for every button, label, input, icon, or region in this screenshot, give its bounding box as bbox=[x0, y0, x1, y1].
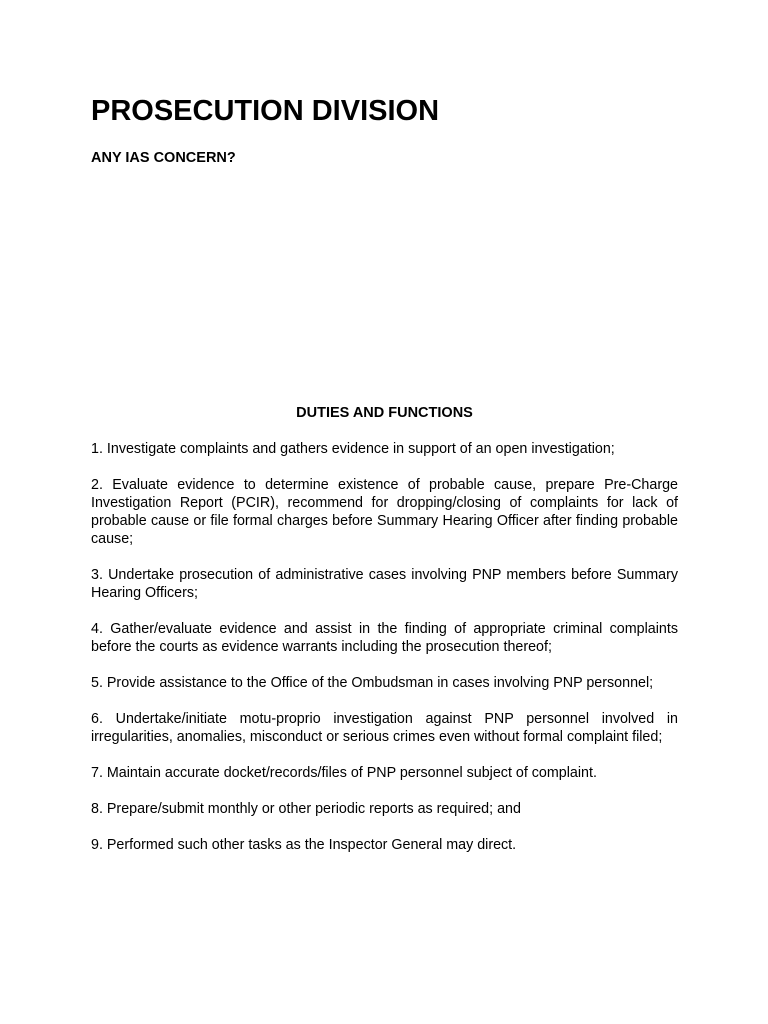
duty-item-9: 9. Performed such other tasks as the Inspector General may direct. bbox=[91, 837, 517, 853]
document-subtitle: ANY IAS CONCERN? bbox=[91, 150, 236, 166]
duty-item-1: 1. Investigate complaints and gathers evidence in support of an open investigation; bbox=[91, 441, 615, 457]
duty-item-5: 5. Provide assistance to the Office of the Ombudsman in cases involving PNP personnel; bbox=[91, 675, 654, 691]
duty-item-8: 8. Prepare/submit monthly or other periodic reports as required; and bbox=[91, 801, 521, 817]
duties-list bbox=[91, 440, 678, 872]
section-heading: DUTIES AND FUNCTIONS bbox=[296, 405, 473, 421]
document-title: PROSECUTION DIVISION bbox=[91, 95, 440, 127]
duty-item-4: 4. Gather/evaluate evidence and assist in the finding of appropriate criminal complaints before the courts as evidence warrants including the prosecution thereof; bbox=[91, 621, 678, 655]
duty-item-7: 7. Maintain accurate docket/records/files of PNP personnel subject of complaint. bbox=[91, 765, 597, 781]
duty-item-2: 2. Evaluate evidence to determine existence of probable cause, prepare Pre-Charge Investigation Report (PCIR), recommend for dropping/closing of complaints for lack of probable cause or file formal charges before Summary Hearing Officer after finding probable cause; bbox=[91, 477, 678, 547]
duty-item-3: 3. Undertake prosecution of administrative cases involving PNP members before Summary Hearing Officers; bbox=[91, 567, 678, 601]
duty-item-6: 6. Undertake/initiate motu-proprio investigation against PNP personnel involved in irregularities, anomalies, misconduct or serious crimes even without formal complaint filed; bbox=[91, 711, 678, 745]
